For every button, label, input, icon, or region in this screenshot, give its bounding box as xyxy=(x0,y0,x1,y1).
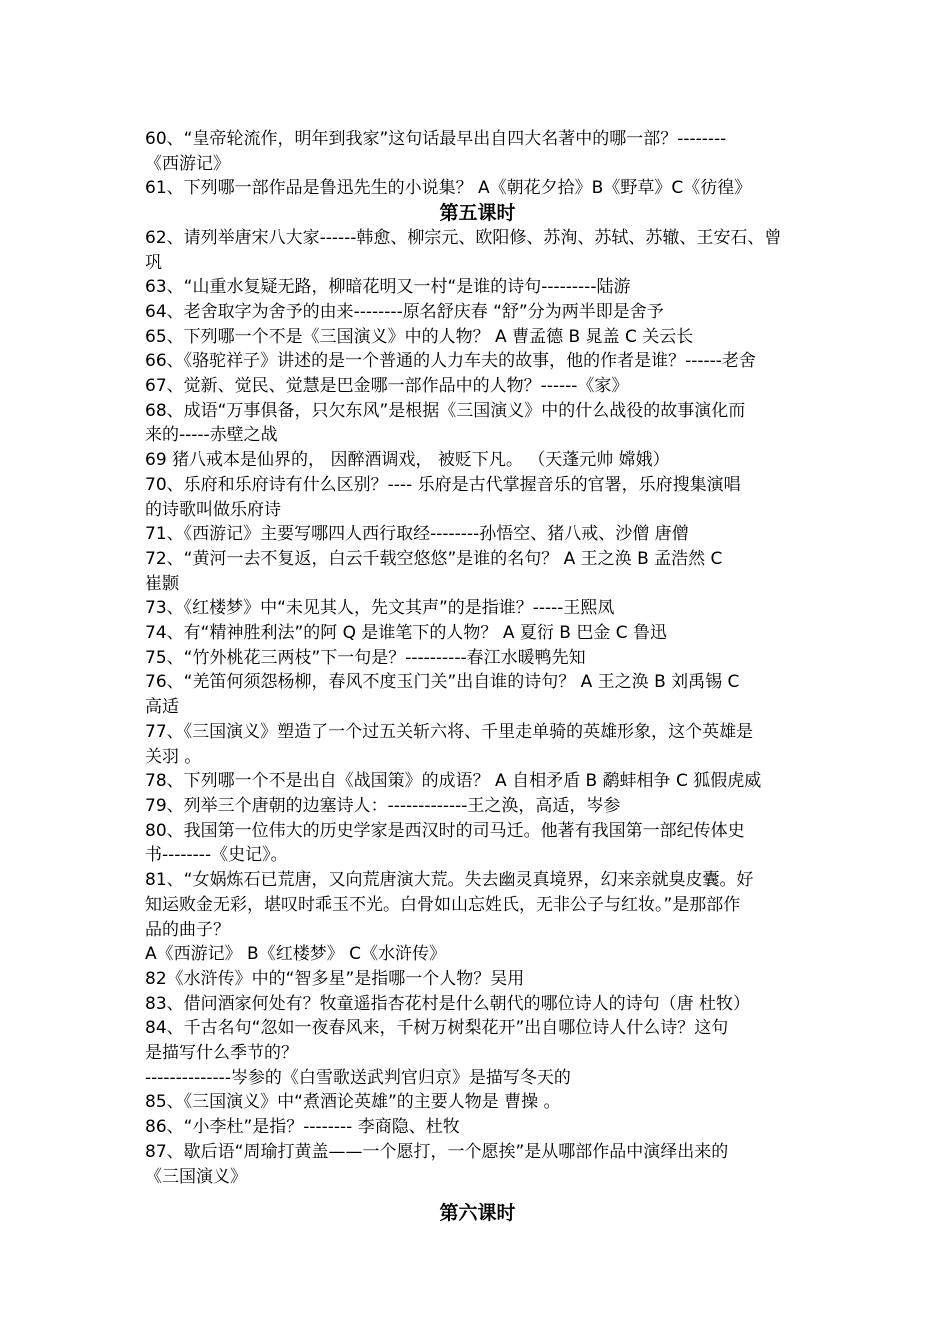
text-line: 68、成语“万事俱备，只欠东风”是根据《三国演义》中的什么战役的故事演化而 xyxy=(145,400,746,421)
text-line: 品的曲子？ xyxy=(145,919,230,940)
question-block-a xyxy=(145,127,810,201)
text-line: --------------岑参的《白雪歌送武判官归京》是描写冬天的 xyxy=(145,1067,571,1088)
text-line: 76、“羌笛何须怨杨柳，春风不度玉门关”出自谁的诗句？ A 王之涣 B 刘禹锡 C xyxy=(145,672,740,693)
section-heading-5: 第五课时 xyxy=(439,202,516,225)
text-line: 70、乐府和乐府诗有什么区别？---- 乐府是古代掌握音乐的官署，乐府搜集演唱 xyxy=(145,474,741,495)
text-line: 60、“皇帝轮流作，明年到我家”这句话最早出自四大名著中的哪一部？-------- xyxy=(145,129,727,149)
text-line: 巩 xyxy=(145,252,162,273)
text-line: 77、《三国演义》塑造了一个过五关斩六将、千里走单骑的英雄形象，这个英雄是 xyxy=(145,721,754,742)
text-line: 82《水浒传》中的“智多星”是指哪一个人物？吴用 xyxy=(145,968,525,989)
text-line: 79、列举三个唐朝的边塞诗人：-------------王之涣，高适，岑参 xyxy=(145,795,621,816)
question-block-b xyxy=(145,226,810,1189)
text-line: 书--------《史记》。 xyxy=(145,845,288,866)
text-line: 69 猪八戒本是仙界的， 因醉酒调戏， 被贬下凡。 （天蓬元帅 嫦娥） xyxy=(145,450,670,471)
text-line: 73、《红楼梦》中“未见其人，先文其声”的是指谁？-----王熙凤 xyxy=(145,598,615,619)
text-line: 71、《西游记》主要写哪四人西行取经--------孙悟空、猪八戒、沙僧 唐僧 xyxy=(145,524,689,545)
text-line: 67、觉新、觉民、觉慧是巴金哪一部作品中的人物？------《家》 xyxy=(145,376,629,397)
text-line: 80、我国第一位伟大的历史学家是西汉时的司马迁。他著有我国第一部纪传体史 xyxy=(145,820,745,841)
text-line: 62、请列举唐宋八大家------韩愈、柳宗元、欧阳修、苏洵、苏轼、苏辙、王安石、曾 xyxy=(145,227,782,248)
text-line: 78、下列哪一个不是出自《战国策》的成语？ A 自相矛盾 B 鹬蚌相争 C 狐假虎威 xyxy=(145,771,762,792)
text-line: 87、歇后语“周瑜打黄盖——一个愿打，一个愿挨”是从哪部作品中演绎出来的 xyxy=(145,1141,729,1162)
text-line: 61、下列哪一部作品是鲁迅先生的小说集？ A《朝花夕拾》B《野草》C《彷徨》 xyxy=(145,178,752,199)
text-line: 75、“竹外桃花三两枝”下一句是？----------春江水暖鸭先知 xyxy=(145,647,586,668)
text-line: 84、千古名句“忽如一夜春风来，千树万树梨花开”出自哪位诗人什么诗？这句 xyxy=(145,1018,729,1039)
text-line: 《三国演义》 xyxy=(145,1166,247,1187)
text-line: 《西游记》 xyxy=(145,153,230,174)
section-heading-6: 第六课时 xyxy=(439,1202,516,1225)
text-line: 关羽 。 xyxy=(145,746,202,767)
text-line: 63、“山重水复疑无路，柳暗花明又一村“是谁的诗句---------陆游 xyxy=(145,277,631,298)
text-line: 来的-----赤壁之战 xyxy=(145,425,278,446)
text-line: 是描写什么季节的？ xyxy=(145,1043,298,1064)
text-line: 崔颢 xyxy=(145,573,179,594)
text-line: 66、《骆驼祥子》讲述的是一个普通的人力车夫的故事，他的作者是谁？------老舍 xyxy=(145,351,756,372)
text-line: A《西游记》 B《红楼梦》 C《水浒传》 xyxy=(145,944,446,965)
text-line: 72、“黄河一去不复返，白云千载空悠悠”是谁的名句？ A 王之涣 B 孟浩然 C xyxy=(145,548,723,569)
document-page xyxy=(145,127,810,1226)
text-line: 81、“女娲炼石已荒唐，又向荒唐演大荒。失去幽灵真境界，幻来亲就臭皮囊。好 xyxy=(145,870,754,891)
text-line: 74、有“精神胜利法”的阿 Q 是谁笔下的人物？ A 夏衍 B 巴金 C 鲁迅 xyxy=(145,623,668,644)
text-line: 86、“小李杜”是指？-------- 李商隐、杜牧 xyxy=(145,1117,460,1138)
text-line: 65、下列哪一个不是《三国演义》中的人物？ A 曹孟德 B 晁盖 C 关云长 xyxy=(145,326,694,347)
text-line: 高适 xyxy=(145,697,179,718)
text-line: 的诗歌叫做乐府诗 xyxy=(145,499,281,520)
text-line: 知运败金无彩，堪叹时乖玉不光。白骨如山忘姓氏，无非公子与红妆。”是那部作 xyxy=(145,894,741,915)
text-line: 64、老舍取字为舍予的由来--------原名舒庆春 “舒”分为两半即是舍予 xyxy=(145,301,664,322)
text-line: 83、借问酒家何处有？牧童遥指杏花村是什么朝代的哪位诗人的诗句（唐 杜牧） xyxy=(145,993,751,1014)
text-line: 85、《三国演义》中“煮酒论英雄”的主要人物是 曹操 。 xyxy=(145,1092,561,1113)
